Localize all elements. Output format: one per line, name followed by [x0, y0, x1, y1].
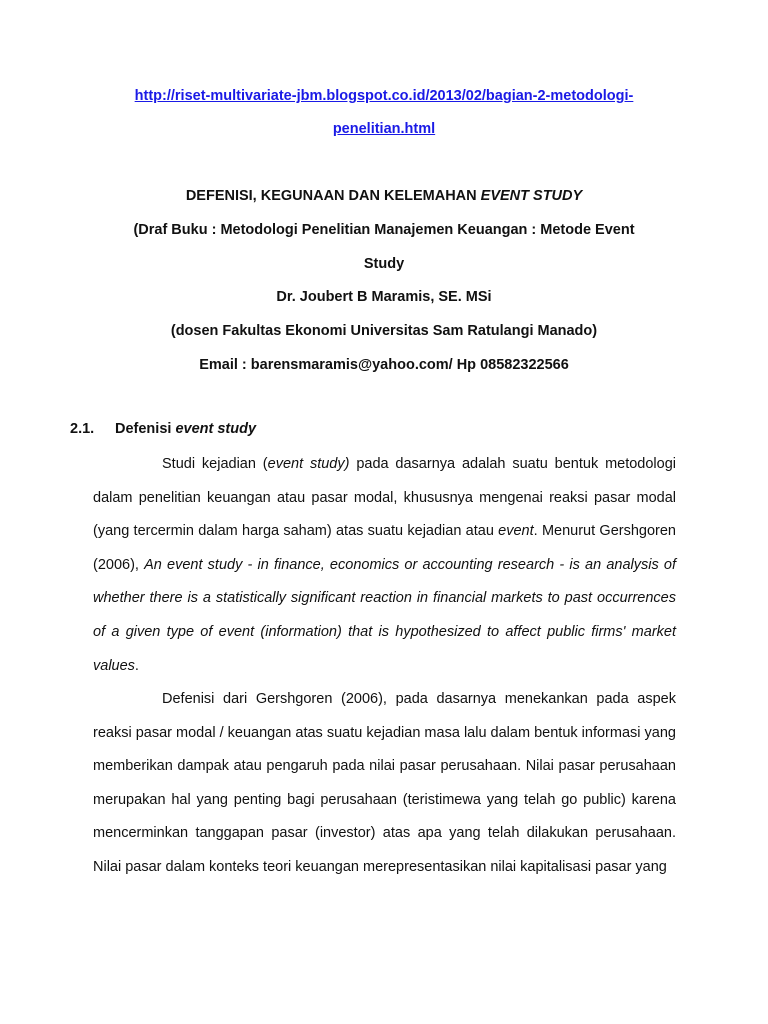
paragraph-1: [93, 448, 676, 683]
p1-text-4: .: [134, 657, 139, 674]
p1-italic-1: event study): [267, 456, 350, 472]
p1-text-3: . Menurut Gershgoren (2006),: [93, 523, 676, 573]
subtitle-line-2: Study: [363, 256, 405, 272]
section-heading-text: Defenisi: [115, 421, 176, 437]
paragraph-2: Defenisi dari Gershgoren (2006), pada dasarnya menekankan pada aspek reaksi pasar modal / keuangan atas suatu kejadian masa lalu dalam bentuk informasi yang memberikan dampak atau pengaruh pada nilai pasar perusahaan. Nilai pasar perusahaan merupakan hal yang penting bagi perusahaan (teristimewa yang telah go public) karena mencerminkan tanggapan pasar (investor) atas apa yang telah dilakukan perusahaan. Nilai pasar dalam konteks teori keuangan merepresentasikan nilai kapitalisasi pasar yang: [93, 691, 676, 875]
section-heading-italic: event study: [175, 421, 257, 437]
source-url-line-1[interactable]: http://riset-multivariate-jbm.blogspot.co.id/2013/02/bagian-2-metodologi-: [134, 88, 634, 104]
section-number: 2.1.: [70, 421, 95, 437]
author-affiliation: (dosen Fakultas Ekonomi Universitas Sam Ratulangi Manado): [170, 323, 598, 339]
source-url-line-2[interactable]: penelitian.html: [332, 121, 436, 137]
document-title-italic: EVENT STUDY: [480, 188, 583, 204]
p1-italic-2: event: [498, 523, 534, 540]
p1-text-1: Studi kejadian (: [162, 456, 268, 472]
document-title-text: DEFENISI, KEGUNAAN DAN KELEMAHAN: [185, 188, 481, 204]
author-name: Dr. Joubert B Maramis, SE. MSi: [276, 289, 492, 305]
p1-quote: An event study - in finance, economics or accounting research - is an analysis of whether there is a statistically significant reaction in financial markets to past occurrences of a given type of event (information) that is hypothesized to affect public firms' market values: [93, 556, 676, 674]
subtitle-line-1: (Draf Buku : Metodologi Penelitian Manajemen Keuangan : Metode Event: [133, 222, 635, 238]
author-contact: Email : barensmaramis@yahoo.com/ Hp 08582322566: [199, 357, 569, 373]
p1-text-2: pada dasarnya adalah suatu bentuk metodologi dalam penelitian keuangan atau pasar modal, khususnya mengenai reaksi pasar modal (yang tercermin dalam harga saham) atas suatu kejadian atau: [93, 456, 677, 540]
document-title: [0, 188, 768, 204]
section-heading: [70, 421, 256, 437]
